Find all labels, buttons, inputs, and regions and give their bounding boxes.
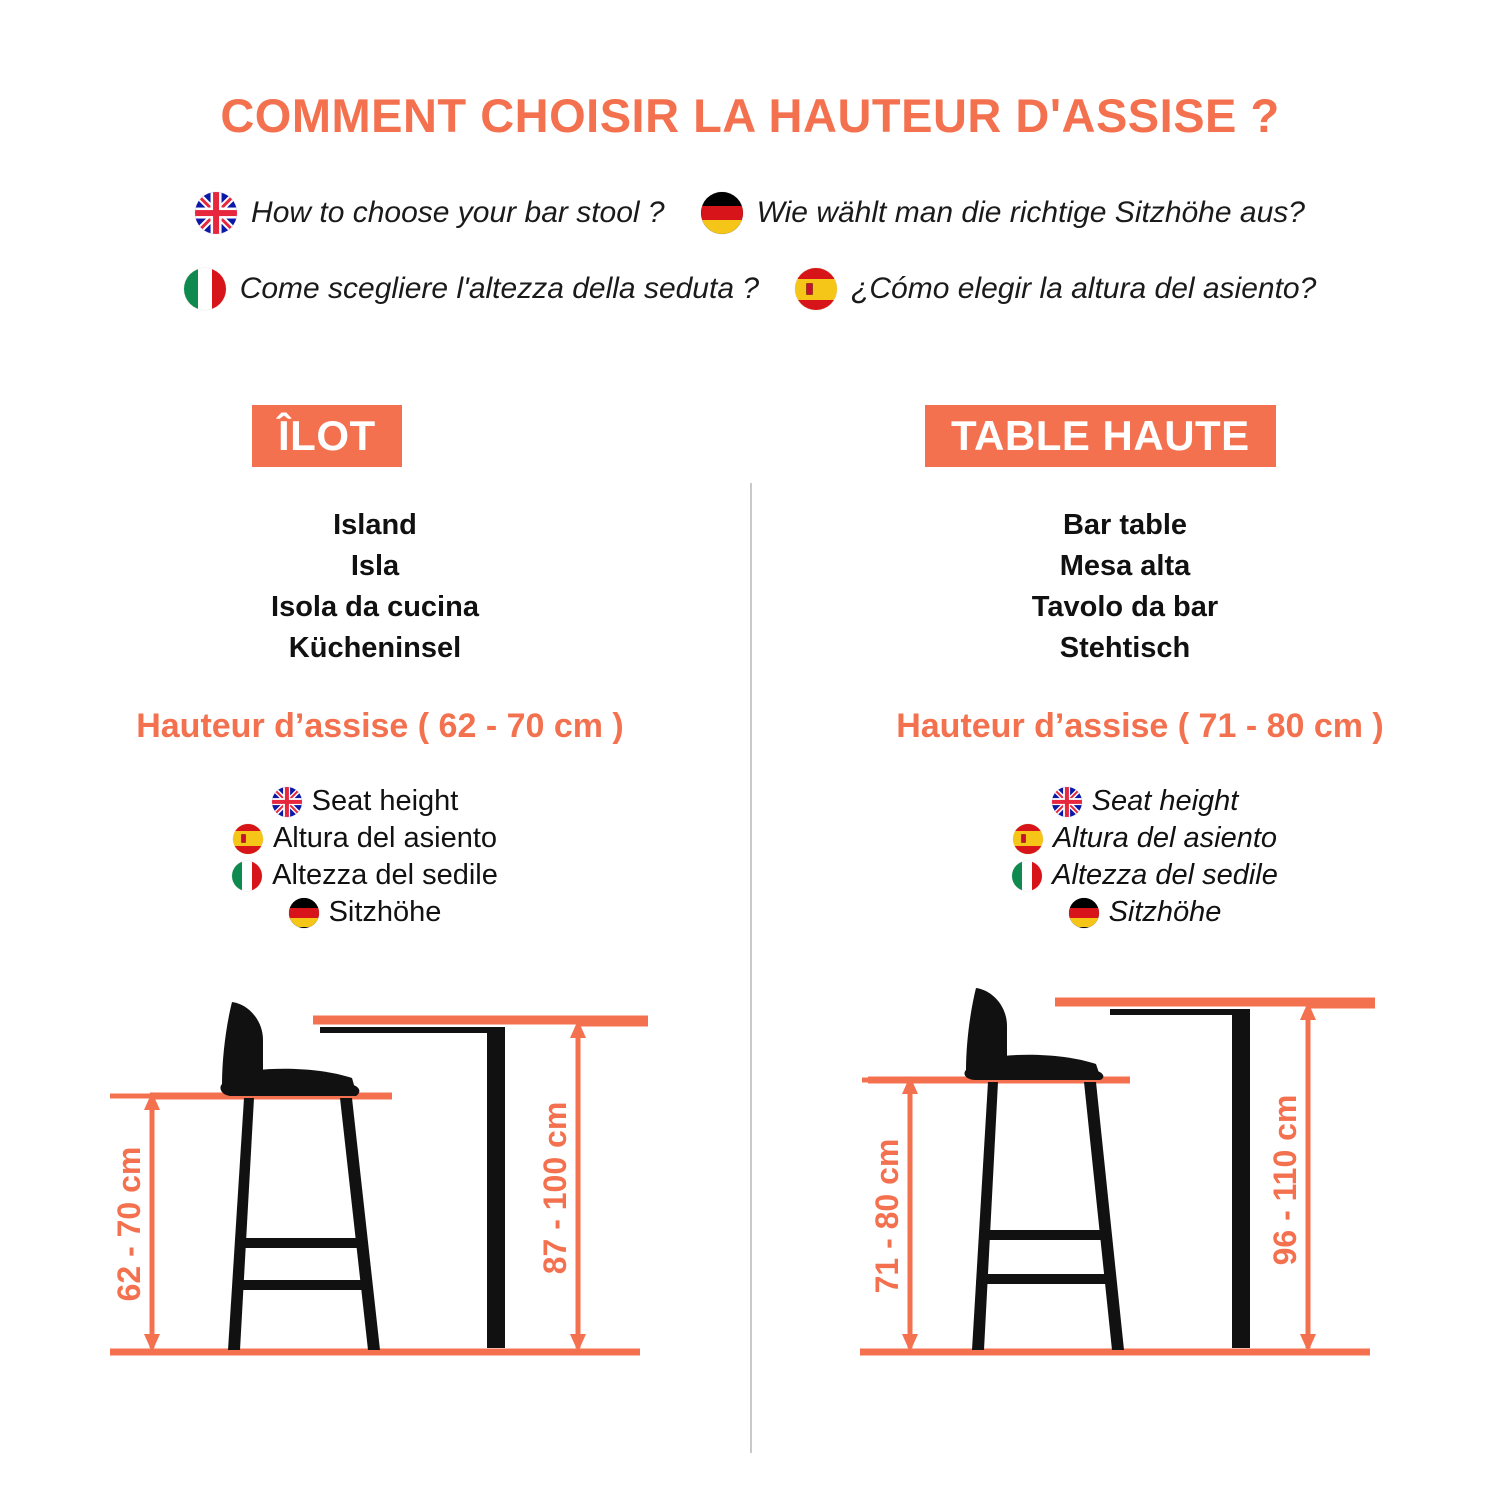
- name-line: Island: [333, 509, 417, 541]
- name-line: Isla: [350, 550, 400, 582]
- column-island: [0, 400, 750, 1500]
- seat-term-en: [272, 785, 459, 818]
- name-line: Isola da cucina: [271, 591, 479, 623]
- translation-text-en: How to choose your bar stool ?: [251, 196, 665, 229]
- name-line: Kücheninsel: [288, 632, 462, 664]
- translation-text-de: Wie wählt man die richtige Sitzhöhe aus?: [756, 196, 1305, 229]
- seat-term-es: [1013, 822, 1277, 855]
- spain-flag-icon: [1013, 824, 1043, 854]
- dim-seat-height-island: 62 - 70 cm: [111, 1146, 147, 1302]
- translations-row-2: [0, 268, 1500, 310]
- seat-term-text: Sitzhöhe: [328, 896, 442, 928]
- germany-flag-icon: [701, 192, 743, 234]
- column-names-island: [120, 505, 630, 669]
- seat-term-de: [1069, 896, 1222, 929]
- page-title: COMMENT CHOISIR LA HAUTEUR D'ASSISE ?: [220, 89, 1280, 142]
- name-line: Tavolo da bar: [1031, 591, 1219, 623]
- seat-term-de: [289, 896, 442, 929]
- italy-flag-icon: [232, 861, 262, 891]
- seat-height-label-island: Hauteur d’assise ( 62 - 70 cm ): [136, 707, 624, 745]
- uk-flag-icon: [272, 787, 302, 817]
- seat-term-text: Altura del asiento: [1052, 822, 1278, 854]
- translation-item-es: [795, 268, 1316, 310]
- seat-term-text: Altura del asiento: [272, 822, 498, 854]
- name-line: Stehtisch: [1059, 632, 1191, 664]
- seat-term-es: [233, 822, 497, 855]
- italy-flag-icon: [184, 268, 226, 310]
- germany-flag-icon: [289, 898, 319, 928]
- uk-flag-icon: [195, 192, 237, 234]
- seat-term-text: Seat height: [311, 785, 459, 817]
- translation-item-en: [195, 192, 665, 234]
- column-badge-island: ÎLOT: [252, 405, 402, 467]
- dim-table-height-bar-table: 96 - 110 cm: [1267, 1094, 1303, 1266]
- seat-term-text: Sitzhöhe: [1108, 896, 1222, 928]
- seat-term-en: [1052, 785, 1239, 818]
- italy-flag-icon: [1012, 861, 1042, 891]
- diagram-bar-table: [750, 980, 1500, 1410]
- germany-flag-icon: [1069, 898, 1099, 928]
- translation-item-de: [701, 192, 1305, 234]
- translations-row-1: [0, 192, 1500, 234]
- dim-seat-height-bar-table: 71 - 80 cm: [869, 1138, 905, 1294]
- diagram-island: [0, 980, 750, 1410]
- seat-term-text: Altezza del sedile: [272, 859, 498, 891]
- seat-terms-island: [0, 785, 740, 929]
- seat-term-text: Seat height: [1091, 785, 1239, 817]
- column-badge-bar-table: TABLE HAUTE: [925, 405, 1276, 467]
- name-line: Mesa alta: [1059, 550, 1191, 582]
- uk-flag-icon: [1052, 787, 1082, 817]
- name-line: Bar table: [1062, 509, 1188, 541]
- seat-term-it: [1012, 859, 1278, 892]
- column-names-bar-table: [870, 505, 1380, 669]
- column-bar-table: [750, 400, 1500, 1500]
- seat-terms-bar-table: [770, 785, 1500, 929]
- translation-text-es: ¿Cómo elegir la altura del asiento?: [851, 272, 1317, 305]
- seat-term-it: [232, 859, 498, 892]
- seat-term-text: Altezza del sedile: [1052, 859, 1278, 891]
- spain-flag-icon: [233, 824, 263, 854]
- spain-flag-icon: [795, 268, 837, 310]
- translation-text-it: Come scegliere l'altezza della seduta ?: [239, 272, 760, 305]
- seat-height-label-bar-table: Hauteur d’assise ( 71 - 80 cm ): [896, 707, 1384, 745]
- dim-table-height-island: 87 - 100 cm: [537, 1101, 573, 1275]
- translation-item-it: [184, 268, 759, 310]
